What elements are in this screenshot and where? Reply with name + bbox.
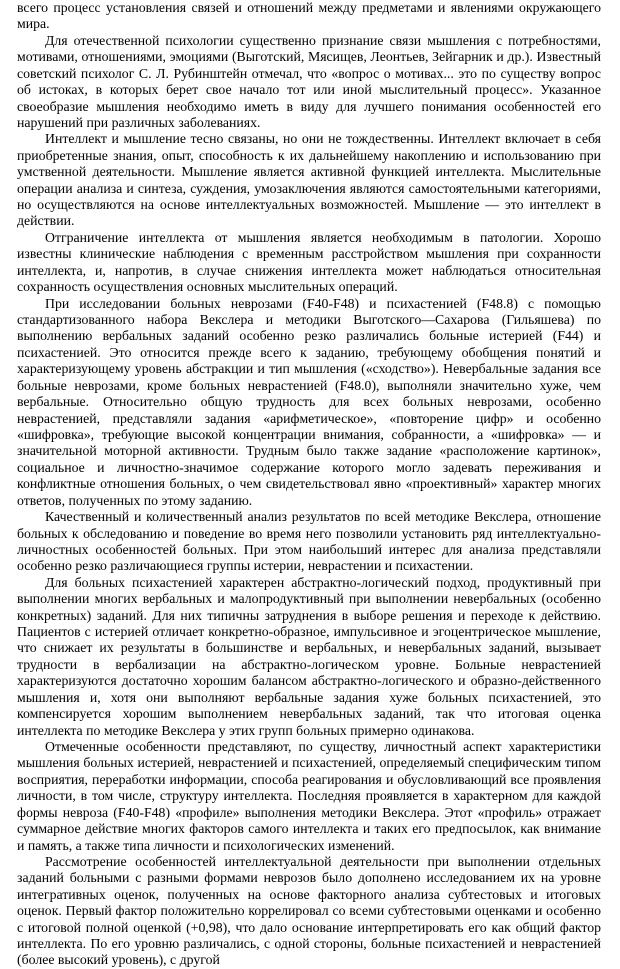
paragraph-intellect-thinking: Интеллект и мышление тесно связаны, но они не тождественны. Интеллект включает в себя приобретенные знания, опыт, способность к их дальнейшему накоплению и использованию при умственной деятельности. Мышление является активной функцией интеллекта. Мыслительные операции анализа и синтеза, суждения, умозаключения являются самостоятельными категориями, но осуществляются на основе интеллектуальных возможностей. Мышление — это интеллект в действии. — [17, 131, 601, 229]
paragraph-motivation: Для отечественной психологии существенно признание связи мышления с потребностями, мотивами, отношениями, эмоциями (Выготский, Мясищев, Леонтьев, Зейгарник и др.). Известный советский психолог С. Л. Рубинштейн отмечал, что «вопрос о мотивах... это по существу вопрос об истоках, в которых берет свое начало тот или иной мыслительный процесс». Указанное своеобразие мышления необходимо иметь в виду для лучшего понимания особенностей его нарушений при различных заболеваниях. — [17, 32, 601, 130]
paragraph-delimitation: Отграничение интеллекта от мышления является необходимым в патологии. Хорошо известны клинические наблюдения с временным расстройством мышления при сохранности интеллекта, и, напротив, в случае снижения интеллекта может наблюдаться относительная сохранность осуществления основных мыслительных операций. — [17, 229, 601, 295]
paragraph-wechsler-study: При исследовании больных неврозами (F40-F48) и психастенией (F48.8) с помощью стандартизованного набора Векслера и методики Выготского—Сахарова (Гильяшева) по выполнению вербальных заданий особенно резко различались больные истерией (F44) и психастенией. Это относится прежде всего к заданию, требующему обобщения понятий и характеризующему уровень абстракции и тип мышления («сходство»). Невербальные задания все больные неврозами, кроме больных неврастенией (F48.0), выполняли значительно хуже, чем вербальные. Относительно общую трудность для всех больных неврозами, особенно неврастенией, представляли задания «арифметическое», «повторение цифр» и особенно «шифровка», требующие высокой концентрации внимания, собранности, а «шифровка» — и значительной моторной активности. Трудным было также задание «расположение картинок», социальное и личностно-значимое содержание которого могло задевать переживания и конфликтные отношения больных, о чем свидетельствовал явно «проективный» характер многих ответов, полученных по этому заданию. — [17, 295, 601, 508]
paragraph-psychasthenia: Для больных психастенией характерен абстрактно-логический подход, продуктивный при выполнении многих вербальных и малопродуктивный при выполнении невербальных (особенно конкретных) заданий. Для них типичны затруднения в выборе решения и переходе к действию. Пациентов с истерией отличает конкретно-образное, импульсивное и эгоцентрическое мышление, что снижает их результаты в большинстве и вербальных, и невербальных заданий, вызывает трудности в вербализации на абстрактно-логическом уровне. Больные неврастенией характеризуются достаточно хорошим балансом абстрактно-логического и образно-действенного мышления и, хотя они выполняют вербальные задания хуже больных психастенией, это компенсируется хорошим выполнением невербальных заданий, так что итоговая оценка интеллекта по методике Векслера у этих групп больных примерно одинакова. — [17, 574, 601, 738]
paragraph-analysis-results: Качественный и количественный анализ результатов по всей методике Векслера, отношение больных к обследованию и поведение во время него позволили установить ряд интеллектуально-личностных особенностей больных. При этом наибольший интерес для анализа представляли особенно резко различающиеся группы истерии, неврастении и психастении. — [17, 509, 601, 574]
paragraph-factor-analysis: Рассмотрение особенностей интеллектуальной деятельности при выполнении отдельных заданий больными с разными формами неврозов было дополнено исследованием их на уровне интегративных оценок, полученных на основе факторного анализа субтестовых и итоговых оценок. Первый фактор положительно коррелировал со всеми субтестовыми оценками и особенно с итоговой полной оценкой (+0,98), что дало основание интерпретировать его как общий фактор интеллекта. По его уровню различались, с одной стороны, больные психастенией и неврастенией (более высокий уровень), с другой — [17, 853, 601, 968]
paragraph-continuation: всего процесс установления связей и отношений между предметами и явлениями окружающего мира. — [17, 0, 601, 32]
paragraph-personality-aspect: Отмеченные особенности представляют, по существу, личностный аспект характеристики мышления больных истерией, неврастенией и психастенией, определяемый специфическим типом восприятия, переработки информации, способа реагирования и обусловливающий все проявления личности, в том числе, структуру интеллекта. Последняя проявляется в характерном для каждой формы невроза (F40-F48) «профиле» выполнения методики Векслера. Этот «профиль» отражает суммарное действие многих факторов самого интеллекта и таких его предпосылок, как внимание и память, а также типа личности и психологических изменений. — [17, 738, 601, 853]
